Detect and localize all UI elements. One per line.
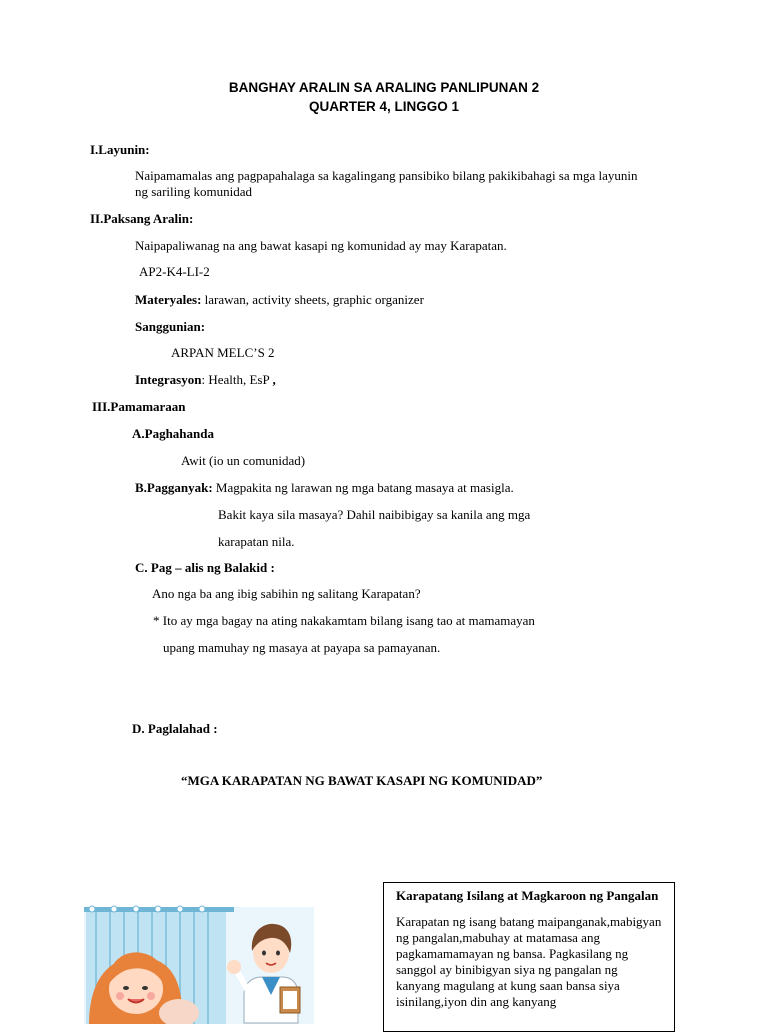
layunin-text-line2: ng sariling komunidad xyxy=(135,184,252,199)
paglalahad-title: “MGA KARAPATAN NG BAWAT KASAPI NG KOMUNIDAD” xyxy=(181,773,543,788)
balakid-answer-line2: upang mamuhay ng masaya at payapa sa pamayanan. xyxy=(163,640,441,655)
layunin-text-line1: Naipamamalas ang pagpapahalaga sa kagalingang pansibiko bilang pakikibahagi sa mga layunin xyxy=(135,168,638,183)
materyales-value: larawan, activity sheets, graphic organizer xyxy=(201,292,424,307)
karapatan-box-title: Karapatang Isilang at Magkaroon ng Pangalan xyxy=(396,888,659,903)
mother-baby-doctor-illustration xyxy=(84,895,314,1024)
paglalahad-label: D. Paglalahad : xyxy=(132,721,218,736)
balakid-answer-line1: * Ito ay mga bagay na ating nakakamtam bilang isang tao at mamamayan xyxy=(153,613,535,628)
sanggunian-value: ARPAN MELC’S 2 xyxy=(171,345,275,360)
balakid-question: Ano nga ba ang ibig sabihin ng salitang Karapatan? xyxy=(152,586,421,601)
pagganyak-text-line1: Magpakita ng larawan ng mga batang masaya at masigla. xyxy=(212,480,514,495)
karapatan-info-box xyxy=(383,882,675,1032)
paghahanda-text: Awit (io un comunidad) xyxy=(181,453,306,468)
document-title-line1: BANGHAY ARALIN SA ARALING PANLIPUNAN 2 xyxy=(228,80,540,95)
integrasyon-value: : Health, EsP xyxy=(201,372,273,387)
illustration-drawing xyxy=(84,895,314,1024)
materyales-line xyxy=(135,292,424,308)
integrasyon-label: Integrasyon xyxy=(135,372,202,387)
paksang-aralin-text: Naipapaliwanag na ang bawat kasapi ng komunidad ay may Karapatan. xyxy=(135,238,507,253)
pagganyak-text-line3: karapatan nila. xyxy=(218,534,295,549)
pagganyak-text-line2: Bakit kaya sila masaya? Dahil naibibigay sa kanila ang mga xyxy=(218,507,531,522)
competency-code: AP2-K4-LI-2 xyxy=(139,264,210,279)
section-pamamaraan-heading: III.Pamamaraan xyxy=(92,399,186,414)
sanggunian-label: Sanggunian: xyxy=(135,319,206,334)
karapatan-box-body: Karapatan ng isang batang maipanganak,mabigyan ng pangalan,mabuhay at matamasa ang pagkamamamayan ng bansa. Pagkasilang ng sanggol ay binibigyan siya ng pangalan ng kanyang magulang at kung saan bansa siya isinilang,iyon din ang kanyang xyxy=(396,914,662,1009)
section-paksang-aralin-heading: II.Paksang Aralin: xyxy=(90,211,194,226)
integrasyon-comma: , xyxy=(272,372,276,387)
materyales-label: Materyales: xyxy=(135,292,202,307)
document-title-line2: QUARTER 4, LINGGO 1 xyxy=(308,99,460,114)
pagganyak-line xyxy=(135,480,514,496)
section-layunin-heading: I.Layunin: xyxy=(90,142,150,157)
integrasyon-line xyxy=(135,372,276,388)
paghahanda-label: A.Paghahanda xyxy=(132,426,214,441)
pag-alis-ng-balakid-label: C. Pag – alis ng Balakid : xyxy=(135,560,275,575)
pagganyak-label: B.Pagganyak: xyxy=(135,480,213,495)
